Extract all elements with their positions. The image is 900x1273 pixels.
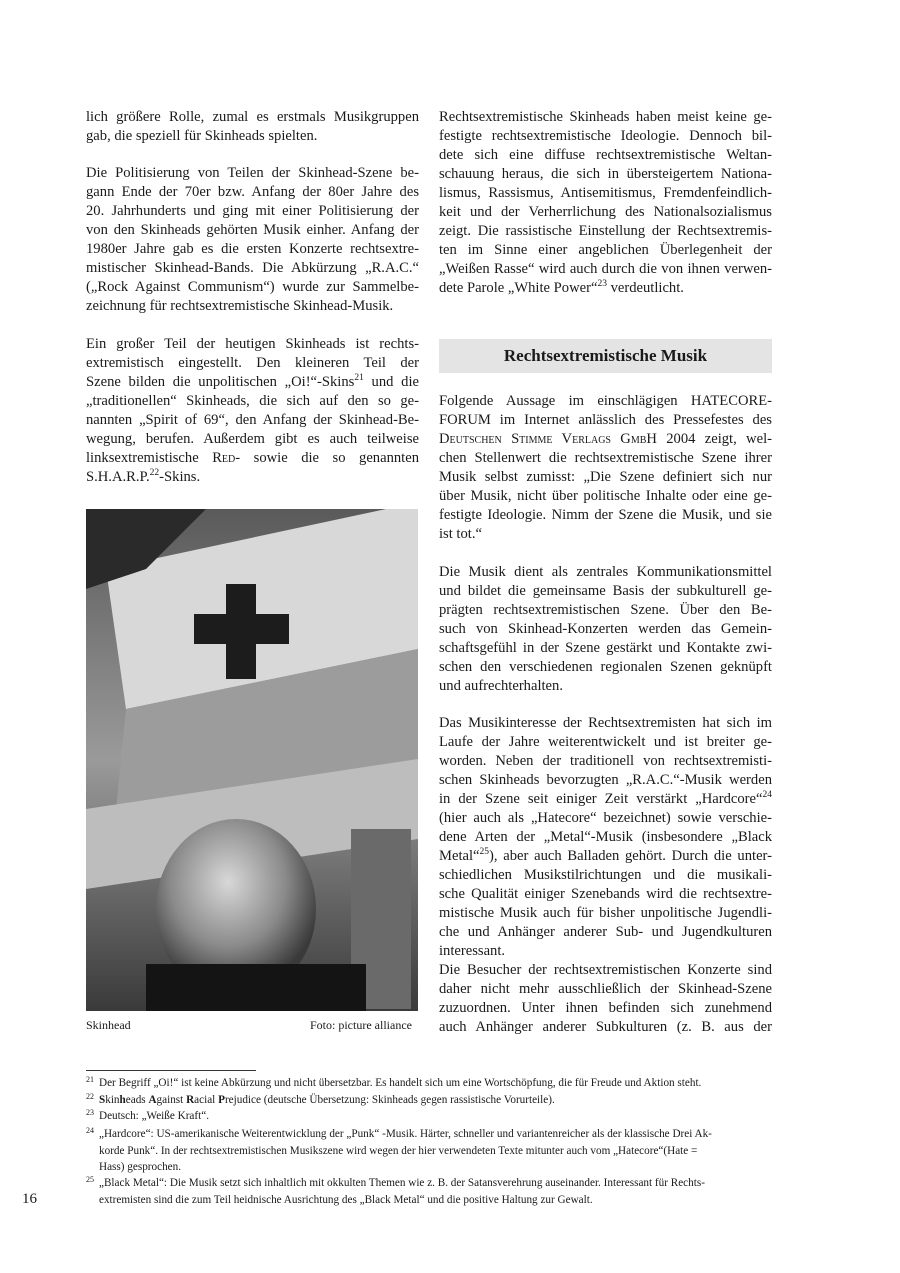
footnote-text: Der Begriff „Oi!“ ist keine Abkürzung und nicht übersetzbar. Es handelt sich um eine Wortschöpfung, die für Freude und Aktion steht. <box>99 1077 702 1089</box>
text-line: nannten „Spirit of 69“, den Anfang der Skinhead-Be- <box>86 412 419 428</box>
bold-text: A <box>148 1094 157 1106</box>
photo-caption: Skinhead <box>86 1018 131 1032</box>
footnote-text: extremisten sind die zum Teil heidnische Ausrichtung des „Black Metal“ und die positive Haltung zur Gewalt. <box>99 1193 593 1206</box>
text-line: prägten rechtsextremistischen Szene. Über den Be- <box>439 602 772 618</box>
text-line: FORUM im Internet anlässlich des Pressefestes des <box>439 412 772 428</box>
footnote <box>86 1075 776 1092</box>
text-line: dete Parole „White Power“$^{23}$ verdeutlicht. <box>439 279 684 296</box>
text-line: Die Musik dient als zentrales Kommunikationsmittel <box>439 564 772 580</box>
text-line: „Weißen Rasse“ wird auch durch die von ihnen verwen- <box>439 261 772 277</box>
paragraph <box>439 714 772 961</box>
text-line: über Musik, nicht über politische Inhalte oder eine ge- <box>439 488 772 504</box>
section-heading: Rechtsextremistische Musik <box>439 339 772 373</box>
footnote-number: 22 <box>86 1092 94 1101</box>
text-line: Die Besucher der rechtsextremistischen Konzerte sind <box>439 962 772 978</box>
paragraph <box>86 164 419 316</box>
text-line: gab, die speziell für Skinheads spielten. <box>86 128 318 144</box>
footnote-text: „Hardcore“: US-amerikanische Weiterentwicklung der „Punk“ -Musik. Härter, schneller und variantenreicher als der klassische Drei Ak- <box>99 1128 712 1140</box>
text-line: dene Arten der „Metal“-Musik (insbesondere „Black <box>439 829 772 845</box>
text-line: Die Politisierung von Teilen der Skinhead-Szene be- <box>86 165 419 181</box>
text-line: („Rock Against Communism“) wurde zur Sammelbe- <box>86 279 419 295</box>
text-line: festigte Ideologie. Nimm der Szene die Musik, und sie <box>439 507 772 523</box>
text-line: wegung, berufen. Außerdem gibt es auch teilweise <box>86 431 419 447</box>
footnote-reference[interactable]: 23 <box>597 279 607 289</box>
footnote-number: 25 <box>86 1175 94 1184</box>
text-line: chen Stellenwert die rechtsextremistische Szene ihrer <box>439 450 772 466</box>
text-line: Rechtsextremistische Skinheads haben meist keine ge- <box>439 109 772 125</box>
text-line: schen Skinheads bevorzugten „R.A.C.“-Musik werden <box>439 772 772 788</box>
text-line: ten im Sinne einer angeblichen Überlegenheit der <box>439 242 772 258</box>
text-line: Metal“$^{25}$), aber auch Balladen gehört. Durch die unter- <box>439 847 772 864</box>
text-line: keit und der Verherrlichung des Nationalsozialismus <box>439 204 772 220</box>
footnote-text: Deutsch: „Weiße Kraft“. <box>99 1110 209 1122</box>
footnote <box>86 1126 776 1176</box>
text-line: che und Anhänger anderer Sub- und Jugendkulturen <box>439 924 772 940</box>
footnote <box>86 1175 776 1208</box>
small-caps-text: Deutschen Stimme Verlags GmbH <box>439 431 657 447</box>
footnote-text: Skinheads Against Racial Prejudice (deutsche Übersetzung: Skinheads gegen rassistische Vorurteile). <box>99 1094 555 1106</box>
text-line: dete sich eine diffuse rechtsextremistische Weltan- <box>439 147 772 163</box>
text-line: worden. Neben der traditionell von rechtsextremisti- <box>439 753 772 769</box>
text-line: (hier auch als „Hatecore“ bezeichnet) sowie verschie- <box>439 810 772 826</box>
text-line: schaftsgefühl in der Szene gestärkt und Kontakte zwi- <box>439 640 772 656</box>
text-line: 20. Jahrhunderts und ging mit einer Politisierung der <box>86 203 419 219</box>
footnote <box>86 1108 776 1125</box>
text-line: Deutschen Stimme Verlags GmbH 2004 zeigt, wel- <box>439 431 772 447</box>
text-line: und aufrechterhalten. <box>439 678 563 694</box>
bold-text: h <box>119 1094 126 1106</box>
footnote-reference[interactable]: 24 <box>762 790 772 800</box>
text-line: Szene bilden die unpolitischen „Oi!“-Skins$^{21}$ und die <box>86 373 419 390</box>
text-line: auch Anhänger anderer Subkulturen (z. B. aus der <box>439 1019 772 1035</box>
text-line: Laufe der Jahre weiterentwickelt und ist breiter ge- <box>439 734 772 750</box>
text-line: von den Skinheads gehörten Musik einher. Anfang der <box>86 222 419 238</box>
text-line: Musik selbst zumisst: „Die Szene definiert sich nur <box>439 469 772 485</box>
text-line: Das Musikinteresse der Rechtsextremisten hat sich im <box>439 715 772 731</box>
bold-text: P <box>218 1094 225 1106</box>
text-line: mistischer Skinhead-Bands. Die Abkürzung „R.A.C.“ <box>86 260 419 276</box>
paragraph <box>86 108 419 146</box>
text-line: zuzuordnen. Unter ihnen befinden sich zunehmend <box>439 1000 772 1016</box>
text-line: lismus, Rassismus, Antisemitismus, Fremdenfeindlich- <box>439 185 772 201</box>
page-number: 16 <box>22 1191 37 1207</box>
footnote-text: „Black Metal“: Die Musik setzt sich inhaltlich mit okkulten Themen wie z. B. der Satansverehrung auseinander. Interessant für Rechts- <box>99 1177 705 1189</box>
footnote-text: korde Punk“. In der rechtsextremistischen Musikszene wird wegen der hier verwendeten Texte mitunter auch vom „Hatecore“(Hate = <box>99 1144 698 1157</box>
footnote-reference[interactable]: 22 <box>149 468 160 478</box>
text-line: schen den verschiedenen regionalen Szenen geknüpft <box>439 659 772 675</box>
bold-text: R <box>186 1094 195 1106</box>
text-line: 1980er Jahre gab es die ersten Konzerte rechtsextre- <box>86 241 419 257</box>
footnote-text: Hass) gesprochen. <box>99 1161 182 1173</box>
footnote-number: 21 <box>86 1075 94 1084</box>
footnote-divider <box>86 1070 256 1071</box>
paragraph <box>439 392 772 544</box>
paragraph <box>439 961 772 1037</box>
text-line: sche Qualität einiger Szenebands wird die rechtsextre- <box>439 886 772 902</box>
footnote-number: 24 <box>86 1126 94 1135</box>
text-line: in der Szene seit einiger Zeit verstärkt „Hardcore“$^{24}$ <box>439 790 772 807</box>
bold-text: S <box>99 1094 106 1106</box>
text-line: ist tot.“ <box>439 526 482 542</box>
text-line: such von Skinhead-Konzerten werden das Gemein- <box>439 621 772 637</box>
text-line: festigte rechtsextremistische Ideologie. Dennoch bil- <box>439 128 772 144</box>
text-line: und bildet die gemeinsame Basis der subkulturell ge- <box>439 583 772 599</box>
text-line: „traditionellen“ Skinheads, die sich auf den so ge- <box>86 393 419 409</box>
small-caps-text: Red <box>212 450 236 466</box>
footnote-number: 23 <box>86 1108 94 1117</box>
text-line: daher nicht mehr ausschließlich der Skinhead-Szene <box>439 981 772 997</box>
paragraph <box>439 563 772 696</box>
text-line: Folgende Aussage im einschlägigen HATECORE- <box>439 393 772 409</box>
text-line: linksextremistische Red- sowie die so genannten <box>86 450 419 466</box>
photo-image <box>86 509 418 1011</box>
paragraph <box>86 335 419 487</box>
footnote-reference[interactable]: 25 <box>479 847 490 857</box>
text-line: extremistisch eingestellt. Den kleineren Teil der <box>86 355 419 371</box>
paragraph <box>439 108 772 298</box>
text-line: S.H.A.R.P.$^{22}$-Skins. <box>86 468 201 485</box>
photo-credit: Foto: picture alliance <box>310 1018 412 1032</box>
text-line: interessant. <box>439 943 506 959</box>
text-line: mistische Musik auch für bisher unpolitische Jugendli- <box>439 905 772 921</box>
text-line: schiedlichen Musikstilrichtungen und die musikali- <box>439 867 772 883</box>
footnote-reference[interactable]: 21 <box>354 373 364 383</box>
text-line: schauung heraus, die sich in übersteigertem Nationa- <box>439 166 772 182</box>
footnote <box>86 1092 776 1109</box>
skinhead-photo <box>86 509 418 1011</box>
text-line: Ein großer Teil der heutigen Skinheads ist rechts- <box>86 336 419 352</box>
text-line: gann Ende der 70er bzw. Anfang der 80er Jahre des <box>86 184 419 200</box>
text-line: zeichnung für rechtsextremistische Skinhead-Musik. <box>86 298 394 314</box>
text-line: lich größere Rolle, zumal es erstmals Musikgruppen <box>86 109 419 125</box>
text-line: zeigt. Die rassistische Einstellung der Rechtsextremis- <box>439 223 772 239</box>
